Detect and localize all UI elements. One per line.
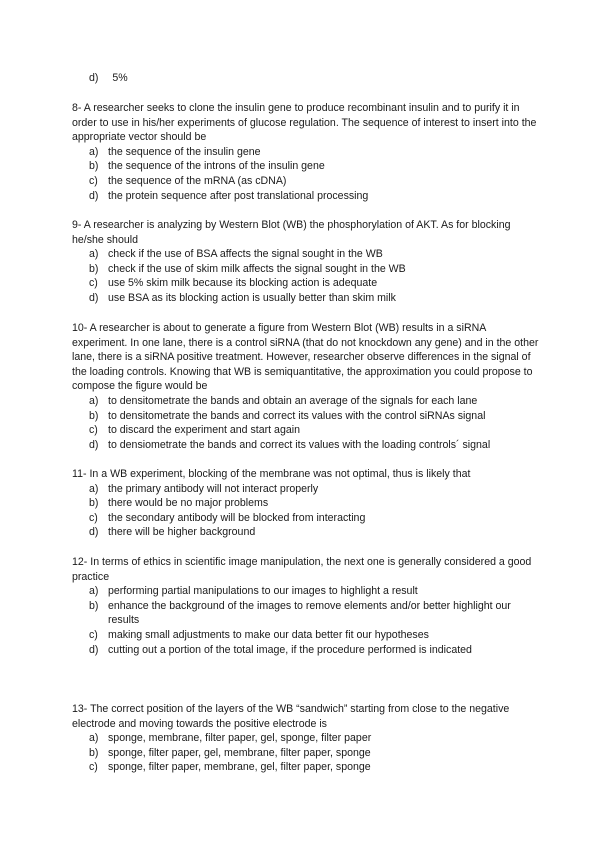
leftover-option-d	[89, 71, 128, 86]
question-13	[72, 702, 542, 775]
option-text: 5%	[112, 72, 128, 84]
question-stem: 8- A researcher seeks to clone the insulin gene to produce recombinant insulin and to purify it in order to use in his/her experiments of glucose regulation. The sequence of interest to insert into the appropriate vector should be	[72, 102, 537, 144]
option-letter: a)	[89, 585, 99, 598]
option-letter: c)	[89, 628, 98, 641]
option-list	[72, 394, 542, 452]
option-b	[72, 262, 542, 277]
option-letter: d)	[89, 72, 99, 84]
option-text: to densiometrate the bands and correct its values with the loading controls´ signal	[108, 438, 491, 451]
option-a	[72, 584, 542, 599]
option-d	[72, 438, 542, 453]
option-letter: c)	[89, 511, 98, 524]
option-a	[72, 394, 542, 409]
option-letter: d)	[89, 291, 99, 304]
option-text: the protein sequence after post translational processing	[108, 189, 369, 202]
option-text: to densitometrate the bands and correct its values with the control siRNAs signal	[108, 409, 486, 422]
option-text: to discard the experiment and start again	[108, 424, 300, 437]
option-letter: b)	[89, 746, 99, 759]
option-c	[72, 174, 542, 189]
option-letter: a)	[89, 394, 99, 407]
question-stem: 11- In a WB experiment, blocking of the membrane was not optimal, thus is likely that	[72, 468, 471, 480]
question-stem: 12- In terms of ethics in scientific image manipulation, the next one is generally considered a good practice	[72, 556, 532, 583]
option-list	[72, 731, 542, 775]
question-12	[72, 555, 542, 657]
option-letter: d)	[89, 438, 99, 451]
option-text: sponge, filter paper, membrane, gel, filter paper, sponge	[108, 761, 371, 774]
option-letter: d)	[89, 189, 99, 202]
option-text: there would be no major problems	[108, 497, 269, 510]
option-list	[72, 145, 542, 203]
option-b	[72, 159, 542, 174]
option-c	[72, 276, 542, 291]
option-letter: b)	[89, 262, 99, 275]
question-8	[72, 101, 542, 203]
option-a	[72, 482, 542, 497]
option-letter: b)	[89, 409, 99, 422]
option-text: the secondary antibody will be blocked from interacting	[108, 511, 366, 524]
option-text: sponge, filter paper, gel, membrane, filter paper, sponge	[108, 746, 371, 759]
option-b	[72, 746, 542, 761]
option-a	[72, 145, 542, 160]
option-c	[72, 511, 542, 526]
question-10	[72, 321, 542, 452]
option-c	[72, 423, 542, 438]
option-text: the sequence of the mRNA (as cDNA)	[108, 174, 287, 187]
option-text: the primary antibody will not interact properly	[108, 482, 319, 495]
option-text: to densitometrate the bands and obtain an average of the signals for each lane	[108, 394, 478, 407]
option-list	[72, 584, 542, 657]
option-text: check if the use of BSA affects the signal sought in the WB	[108, 248, 383, 261]
option-c	[72, 628, 542, 643]
question-stem: 10- A researcher is about to generate a figure from Western Blot (WB) results in a siRNA experiment. In one lane, there is a control siRNA (that do not knockdown any gene) and in the other lane, there is a siRNA positive treatment. However, researcher observe differences in the signal of the loading controls. Knowing that WB is semiquantitative, the approximation you could propose to compose the figure would be	[72, 322, 539, 393]
option-letter: a)	[89, 145, 99, 158]
option-letter: b)	[89, 497, 99, 510]
option-letter: c)	[89, 761, 98, 774]
option-d	[72, 525, 542, 540]
option-d	[72, 643, 542, 658]
option-b	[72, 496, 542, 511]
option-a	[72, 731, 542, 746]
option-letter: d)	[89, 526, 99, 539]
option-text: enhance the background of the images to remove elements and/or better highlight our results	[108, 599, 511, 627]
option-letter: c)	[89, 424, 98, 437]
question-stem: 13- The correct position of the layers of the WB “sandwich” starting from close to the negative electrode and moving towards the positive electrode is	[72, 703, 510, 730]
option-text: the sequence of the insulin gene	[108, 145, 261, 158]
option-text: sponge, membrane, filter paper, gel, sponge, filter paper	[108, 732, 372, 745]
option-d	[72, 291, 542, 306]
option-text: cutting out a portion of the total image, if the procedure performed is indicated	[108, 643, 472, 656]
option-b	[72, 599, 542, 628]
option-text: check if the use of skim milk affects the signal sought in the WB	[108, 262, 406, 275]
option-letter: c)	[89, 174, 98, 187]
option-letter: a)	[89, 732, 99, 745]
option-d	[72, 189, 542, 204]
question-9	[72, 218, 542, 306]
option-letter: a)	[89, 248, 99, 261]
option-list	[72, 482, 542, 540]
question-stem: 9- A researcher is analyzing by Western Blot (WB) the phosphorylation of AKT. As for blocking he/she should	[72, 219, 511, 246]
option-text: making small adjustments to make our data better fit our hypotheses	[108, 628, 429, 641]
option-letter: b)	[89, 599, 99, 612]
option-text: performing partial manipulations to our images to highlight a result	[108, 585, 418, 598]
option-letter: c)	[89, 277, 98, 290]
option-c	[72, 760, 542, 775]
option-letter: a)	[89, 482, 99, 495]
question-11	[72, 467, 542, 540]
option-text: use 5% skim milk because its blocking action is adequate	[108, 277, 378, 290]
option-a	[72, 247, 542, 262]
option-text: there will be higher background	[108, 526, 256, 539]
option-letter: d)	[89, 643, 99, 656]
option-list	[72, 247, 542, 305]
option-letter: b)	[89, 160, 99, 173]
option-text: use BSA as its blocking action is usually better than skim milk	[108, 291, 396, 304]
option-text: the sequence of the introns of the insulin gene	[108, 160, 325, 173]
option-b	[72, 409, 542, 424]
